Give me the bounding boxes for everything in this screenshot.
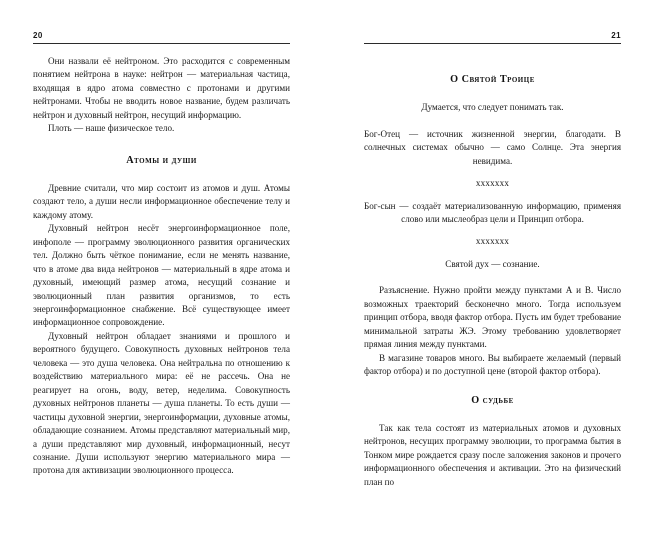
paragraph: Духовный нейтрон несёт энергоинформационное поле, инфополе — программу эволюционного развития органических тел. Должно быть чёткое понимание, если не менять название, что в атоме два вида нейтронов — материальный в ядре атома и духовный, имеющий размер атома, несущий сознание и эволюционный план развития организмов, то есть энергоинформационное снабжение. Всё существующее имеет информационное сопровождение. (33, 223, 290, 328)
spacer (364, 168, 621, 177)
centered-paragraph-god-son: Бог-сын — создаёт материализованную информацию, применяя слово или мыслеобраз цели и Принцип отбора. (364, 200, 621, 224)
spacer (364, 408, 621, 422)
paragraph: Так как тела состоят из материальных атомов и духовных нейтронов, несущих программу эволюции, то программа бытия в Тонком мире рождается сразу после заложения законов и прочего информационного обеспечения и активации. Это на физический план по (364, 422, 621, 487)
header-rule-right (364, 43, 621, 44)
spacer (364, 86, 621, 101)
paragraph: Древние считали, что мир состоит из атомов и душ. Атомы создают тело, а души несли информационное обеспечение телу и каждому атому. (33, 182, 290, 220)
paragraph: Плоть — наше физическое тело. (48, 123, 175, 134)
spacer (33, 167, 290, 182)
spacer (364, 191, 621, 200)
section-heading-holy-trinity: О Святой Троице (450, 74, 535, 85)
spacer (33, 136, 290, 155)
page-right-content (364, 26, 621, 489)
spacer (364, 226, 621, 235)
paragraph: В магазине товаров много. Вы выбираете желаемый (первый фактор отбора) и по доступной цене (второй фактор отбора). (364, 352, 621, 377)
running-head-left (33, 26, 290, 40)
spacer (364, 249, 621, 258)
centered-line-holy-spirit: Святой дух — сознание. (445, 258, 540, 269)
paragraph: Духовный нейтрон обладает знаниями и прошлого и вероятного будущего. Совокупность духовных нейтронов тела человека — это душа человека. Она нейтральна по отношению к воздействию материального мира: её не рассечь. Она не реагирует на огонь, воду, ветер, неделима. Совокупность духовных нейтронов планеты — душа планеты. То есть души — частицы духовной энергии, энергоинформации, духовные атомы, обладающие сознанием. Атомы представляют материальный мир, а души представляют мир духовный, информационный, несут сознание. Души используют энергию материального мира — протона для активизации эволюционного процесса. (33, 330, 290, 476)
page-left-content (33, 26, 290, 478)
page-number-right: 21 (611, 31, 621, 40)
spacer (364, 115, 621, 128)
header-rule-left (33, 43, 290, 44)
section-heading-atoms-and-souls: Атомы и души (126, 154, 197, 166)
centered-paragraph-god-father: Бог-Отец — источник жизненной энергии, благодати. В солнечных системах обычно — само Солнце. Эта энергия невидима. (364, 128, 621, 166)
paragraph: Они назвали её нейтроном. Это расходится с современным понятием нейтрона в науке: нейтрон — материальная частица, входящая в ядро атома совместно с протонами и другими нейтронами. Чтобы не вводить новое название, будем различать нейтрон и духовный нейтрон, несущий информацию. (33, 56, 290, 120)
spacer (364, 55, 621, 74)
running-head-right (364, 26, 621, 40)
ornament-separator: xxxxxxx (475, 178, 510, 189)
paragraph: Разъяснение. Нужно пройти между пунктами А и В. Число возможных траекторий бесконечно много. Тогда используем принцип отбора, вводя фактор отбора. Пусть им будет требование минимальной затраты ЖЭ. Этому требованию удовлетворяет прямая линия между пунктами. (364, 285, 621, 350)
page-number-left: 20 (33, 31, 43, 40)
spacer (364, 378, 621, 395)
ornament-separator: xxxxxxx (475, 236, 510, 247)
section-heading-about-fate: О судьбе (471, 395, 514, 407)
spacer (364, 271, 621, 284)
centered-line: Думается, что следует понимать так. (421, 102, 564, 113)
page-right (327, 0, 654, 540)
page-right-body (364, 55, 621, 489)
page-left-body (33, 55, 290, 478)
